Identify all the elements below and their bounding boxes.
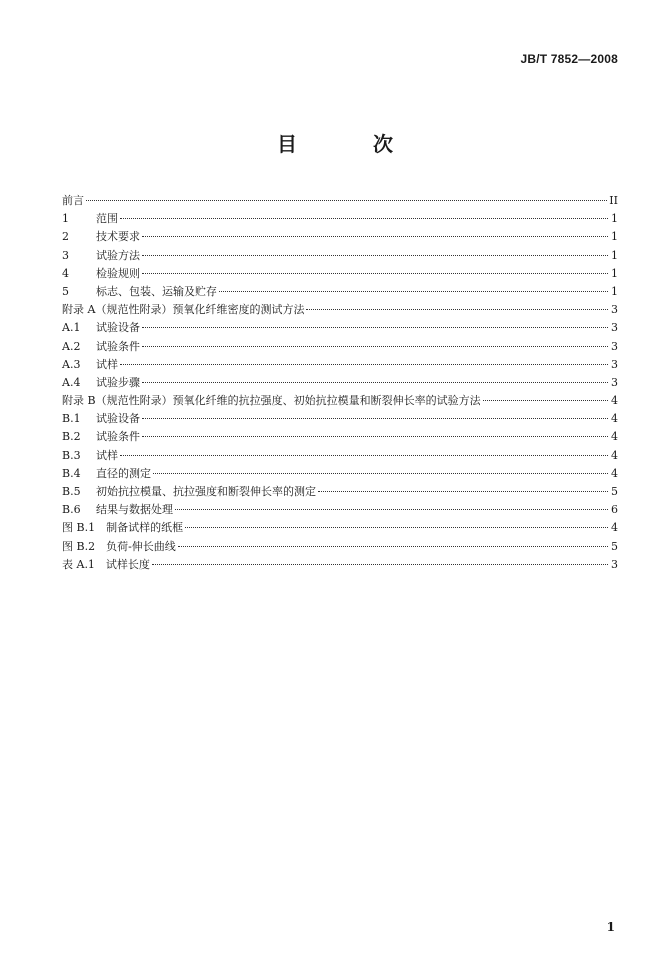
toc-entry[interactable]: [62, 338, 618, 356]
toc-entry-title: 试验条件: [96, 339, 140, 353]
toc-entry-figure[interactable]: [62, 519, 618, 537]
toc-page-ref: 1: [611, 230, 618, 244]
toc-entry-title: 图 B.2 负荷-伸长曲线: [62, 539, 176, 553]
toc-entry[interactable]: [62, 483, 618, 501]
toc-entry[interactable]: [62, 265, 618, 283]
toc-page-ref: 6: [611, 503, 618, 517]
dot-leader: [142, 255, 608, 256]
toc-entry-title: 图 B.1 制备试样的纸框: [62, 521, 184, 535]
toc-entry-title: 前言: [62, 194, 84, 207]
toc-page-ref: 3: [611, 339, 618, 353]
toc-entry-title: 试验步骤: [96, 375, 140, 389]
toc-entry-title: 检验规则: [96, 266, 140, 280]
toc-entry-title: 表 A.1 试样长度: [62, 557, 150, 571]
toc-entry-title: 试验方法: [96, 248, 140, 262]
toc-entry-number: A.2: [62, 339, 81, 353]
toc-page-ref: 3: [611, 321, 618, 335]
toc-entry-title: 标志、包装、运输及贮存: [96, 284, 217, 298]
toc-entry-number: 5: [62, 284, 69, 298]
toc-page-ref: 3: [611, 557, 618, 571]
dot-leader: [120, 218, 608, 219]
toc-entry[interactable]: [62, 228, 618, 246]
toc-entry-title: 试验设备: [96, 412, 140, 426]
toc-entry[interactable]: [62, 319, 618, 337]
toc-entry-number: 4: [62, 266, 69, 280]
toc-entry[interactable]: [62, 192, 618, 210]
dot-leader: [185, 527, 608, 528]
toc-page-ref: 3: [611, 357, 618, 371]
toc-page-ref: 4: [611, 466, 618, 480]
toc-entry-title: 附录 A（规范性附录）预氧化纤维密度的测试方法: [62, 303, 305, 317]
toc-entry-number: A.1: [62, 321, 81, 335]
dot-leader: [142, 327, 608, 328]
table-of-contents: [62, 192, 618, 574]
toc-page-ref: 5: [611, 539, 618, 553]
dot-leader: [142, 273, 608, 274]
toc-entry[interactable]: [62, 283, 618, 301]
toc-page-ref: 1: [611, 266, 618, 280]
toc-entry-number: 1: [62, 212, 69, 226]
toc-entry-title: 试验条件: [96, 430, 140, 444]
toc-entry-figure[interactable]: [62, 538, 618, 556]
toc-page-ref: 3: [611, 303, 618, 317]
toc-entry[interactable]: [62, 501, 618, 519]
toc-entry-title: 试样: [96, 448, 118, 462]
dot-leader: [178, 546, 608, 547]
dot-leader: [219, 291, 608, 292]
toc-entry-title: 试验设备: [96, 321, 140, 335]
toc-entry[interactable]: [62, 247, 618, 265]
toc-entry-title: 附录 B（规范性附录）预氧化纤维的抗拉强度、初始抗拉模量和断裂伸长率的试验方法: [62, 394, 481, 408]
dot-leader: [120, 364, 608, 365]
toc-entry-number: B.3: [62, 448, 81, 462]
dot-leader: [142, 382, 608, 383]
toc-entry-title: 范围: [96, 212, 118, 226]
dot-leader: [142, 418, 608, 419]
page-number: 1: [606, 920, 615, 934]
dot-leader: [306, 309, 608, 310]
toc-entry-number: B.6: [62, 503, 81, 517]
toc-entry-appendix[interactable]: [62, 392, 618, 410]
toc-entry-title: 结果与数据处理: [96, 503, 173, 517]
toc-page-ref: 1: [611, 212, 618, 226]
toc-page-ref: 4: [611, 412, 618, 426]
dot-leader: [142, 346, 608, 347]
toc-entry[interactable]: [62, 374, 618, 392]
toc-entry[interactable]: [62, 428, 618, 446]
toc-entry[interactable]: [62, 465, 618, 483]
document-code: JB/T 7852—2008: [520, 52, 618, 66]
dot-leader: [175, 509, 608, 510]
toc-entry-number: 3: [62, 248, 69, 262]
dot-leader: [142, 236, 608, 237]
dot-leader: [86, 200, 607, 201]
toc-entry-appendix[interactable]: [62, 301, 618, 319]
toc-entry-number: A.3: [62, 357, 81, 371]
dot-leader: [153, 473, 608, 474]
toc-entry-title: 初始抗拉模量、抗拉强度和断裂伸长率的测定: [96, 485, 316, 498]
toc-page-ref: 4: [611, 394, 618, 408]
toc-page-ref: 4: [611, 521, 618, 535]
toc-entry[interactable]: [62, 210, 618, 228]
toc-page-ref: 1: [611, 284, 618, 298]
toc-entry-number: B.2: [62, 430, 81, 444]
toc-entry-number: A.4: [62, 375, 81, 389]
dot-leader: [318, 491, 608, 492]
dot-leader: [120, 455, 608, 456]
toc-entry-number: B.1: [62, 412, 81, 426]
toc-entry-number: B.5: [62, 485, 81, 498]
toc-page-ref: 1: [611, 248, 618, 262]
toc-entry-number: 2: [62, 230, 69, 244]
toc-entry-title: 直径的测定: [96, 466, 151, 480]
toc-entry-table[interactable]: [62, 556, 618, 574]
dot-leader: [152, 564, 608, 565]
toc-page-ref: 4: [611, 448, 618, 462]
toc-page-ref: II: [609, 194, 618, 207]
toc-page-ref: 5: [611, 485, 618, 498]
toc-entry[interactable]: [62, 447, 618, 465]
dot-leader: [483, 400, 608, 401]
toc-entry[interactable]: [62, 356, 618, 374]
toc-entry-title: 试样: [96, 357, 118, 371]
toc-page-ref: 4: [611, 430, 618, 444]
toc-entry[interactable]: [62, 410, 618, 428]
toc-entry-number: B.4: [62, 466, 81, 480]
toc-page-ref: 3: [611, 375, 618, 389]
page-title: 目 次: [277, 132, 421, 156]
dot-leader: [142, 436, 608, 437]
toc-entry-title: 技术要求: [96, 230, 140, 244]
